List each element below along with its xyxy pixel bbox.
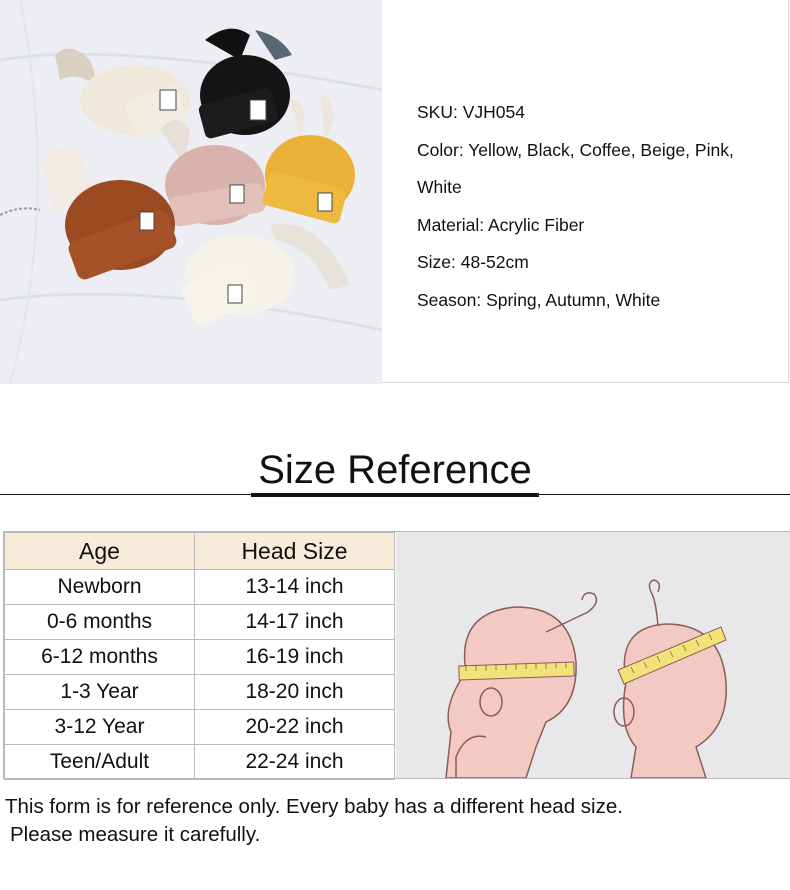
spec-sku: SKU: VJH054	[417, 102, 525, 122]
spec-season: Season: Spring, Autumn, White	[417, 289, 661, 310]
size-table	[4, 532, 395, 780]
age-cell: Newborn	[5, 570, 195, 605]
measurement-note	[5, 793, 785, 849]
table-row	[5, 570, 395, 605]
head-size-cell: 20-22 inch	[195, 710, 395, 745]
age-cell: Teen/Adult	[5, 745, 195, 780]
title-underline	[251, 493, 539, 497]
note-line-1: This form is for reference only. Every baby has a different head size.	[5, 795, 623, 818]
section-title-text: Size Reference	[258, 448, 532, 492]
product-photo	[0, 0, 382, 384]
spec-size: Size: 48-52cm	[417, 252, 529, 273]
header-head-size: Head Size	[195, 533, 395, 570]
head-size-cell: 13-14 inch	[195, 570, 395, 605]
product-section	[0, 0, 790, 384]
head-size-cell: 18-20 inch	[195, 675, 395, 710]
spec-color: Color: Yellow, Black, Coffee, Beige, Pink,	[417, 139, 734, 160]
header-age: Age	[5, 533, 195, 570]
spec-list	[417, 94, 777, 320]
section-title	[0, 446, 790, 494]
spec-color-continued: White	[417, 177, 462, 198]
head-measure-diagram	[396, 532, 790, 778]
table-row	[5, 745, 395, 780]
table-row	[5, 605, 395, 640]
head-size-cell: 22-24 inch	[195, 745, 395, 780]
size-table-header	[5, 533, 395, 570]
table-row	[5, 675, 395, 710]
age-cell: 3-12 Year	[5, 710, 195, 745]
spec-material: Material: Acrylic Fiber	[417, 214, 585, 235]
head-size-cell: 14-17 inch	[195, 605, 395, 640]
table-row	[5, 640, 395, 675]
head-size-cell: 16-19 inch	[195, 640, 395, 675]
size-chart	[3, 531, 790, 779]
table-row	[5, 710, 395, 745]
age-cell: 6-12 months	[5, 640, 195, 675]
product-info-box	[382, 0, 789, 383]
age-cell: 0-6 months	[5, 605, 195, 640]
note-line-2: Please measure it carefully.	[10, 823, 261, 846]
age-cell: 1-3 Year	[5, 675, 195, 710]
